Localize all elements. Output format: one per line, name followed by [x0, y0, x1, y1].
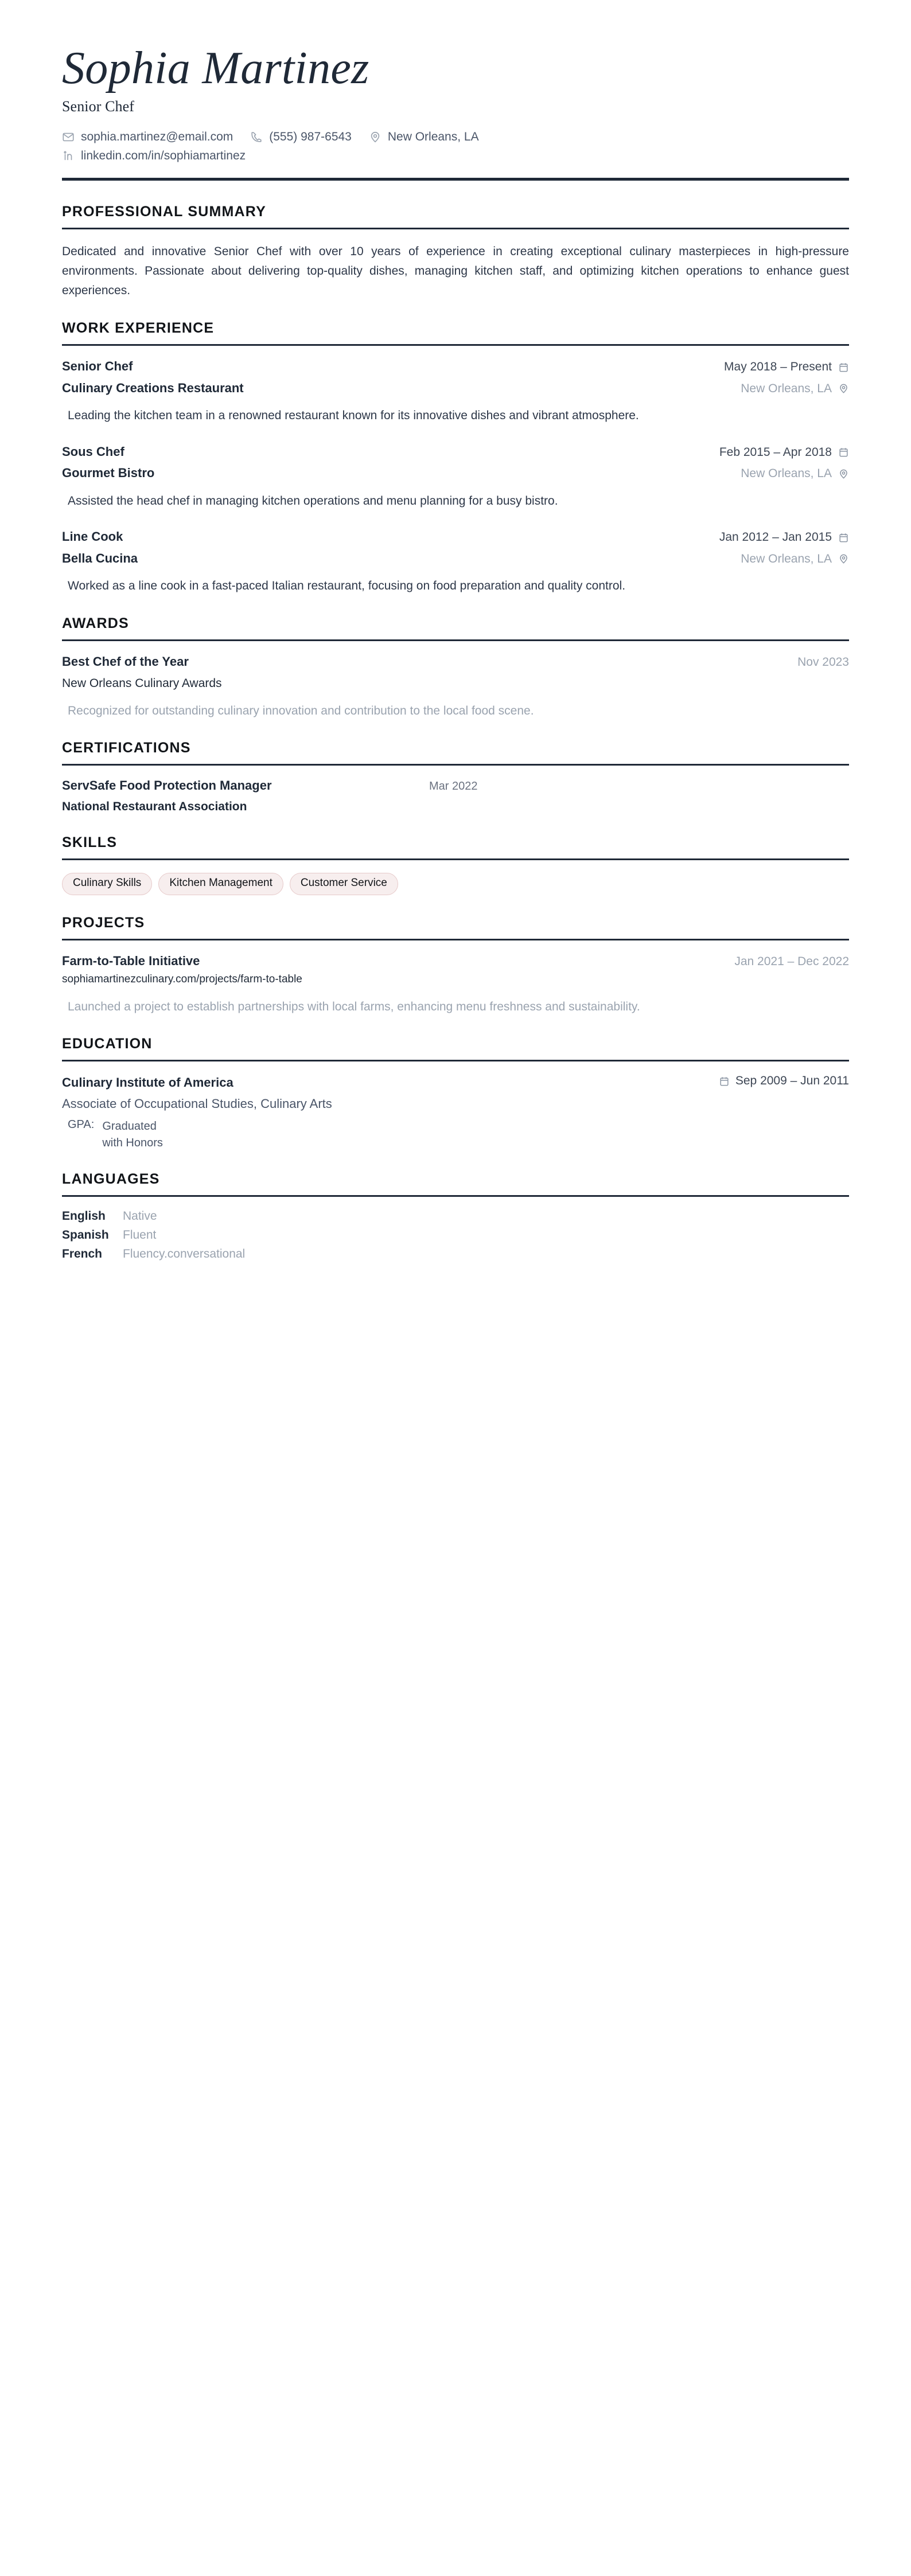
language-name: Spanish	[62, 1228, 109, 1242]
education-entry-header	[62, 1074, 849, 1090]
work-company: Bella Cucina	[62, 551, 138, 565]
project-description: Launched a project to establish partnerships with local farms, enhancing menu freshness and sustainability.	[68, 1000, 640, 1013]
work-description: Assisted the head chef in managing kitchen operations and menu planning for a busy bistro.	[68, 494, 558, 508]
header-divider	[62, 178, 849, 181]
calendar-icon	[838, 447, 849, 458]
section-divider	[62, 228, 849, 229]
section-divider	[62, 939, 849, 940]
section-title-certifications: CERTIFICATIONS	[62, 740, 191, 756]
section-title-summary: PROFESSIONAL SUMMARY	[62, 204, 266, 220]
certification-entry-header	[62, 778, 849, 793]
certification-entry	[62, 778, 849, 814]
section-projects	[62, 915, 849, 1017]
summary-text: Dedicated and innovative Senior Chef with over 10 years of experience in creating exceptional culinary masterpieces in high-pressure environments. Passionate about delivering top-quality dishes, managing kitchen staff, and optimizing kitchen operations to enhance guest experiences.	[62, 245, 849, 298]
project-name: Farm-to-Table Initiative	[62, 953, 200, 968]
location-pin-icon	[838, 469, 849, 479]
work-description: Leading the kitchen team in a renowned restaurant known for its innovative dishes and vibrant atmosphere.	[68, 409, 639, 423]
certification-issuer: National Restaurant Association	[62, 800, 247, 814]
work-dates	[719, 446, 849, 459]
project-entry	[62, 953, 849, 1017]
work-description: Worked as a line cook in a fast-paced Italian restaurant, focusing on food preparation and quality control.	[68, 579, 626, 593]
section-divider	[62, 1195, 849, 1197]
location-pin-icon	[369, 131, 381, 143]
work-entry	[62, 358, 849, 426]
certification-date: Mar 2022	[429, 780, 478, 793]
section-languages	[62, 1171, 849, 1261]
email-icon	[62, 131, 75, 143]
work-dates	[719, 530, 849, 544]
contact-row-primary	[62, 130, 849, 144]
contact-row-links	[62, 149, 849, 163]
certification-entry-subheader	[62, 799, 849, 814]
language-name: French	[62, 1247, 103, 1260]
work-dates-text: Jan 2012 – Jan 2015	[719, 530, 832, 544]
education-gpa	[68, 1118, 849, 1152]
resume-header	[62, 45, 849, 184]
section-divider	[62, 1060, 849, 1061]
contact-phone-text: (555) 987-6543	[269, 130, 352, 144]
section-education	[62, 1036, 849, 1151]
section-work-experience	[62, 320, 849, 596]
education-school: Culinary Institute of America	[62, 1075, 233, 1090]
skill-pill: Kitchen Management	[158, 873, 283, 895]
section-title-awards: AWARDS	[62, 615, 129, 632]
work-role: Sous Chef	[62, 444, 124, 459]
work-dates-text: May 2018 – Present	[724, 360, 832, 374]
work-location-text: New Orleans, LA	[741, 381, 832, 395]
section-title-projects: PROJECTS	[62, 914, 145, 931]
language-level: Native	[123, 1209, 157, 1223]
award-description: Recognized for outstanding culinary innovation and contribution to the local food scene.	[68, 704, 534, 717]
work-location	[741, 552, 849, 566]
language-row	[62, 1228, 849, 1242]
language-row	[62, 1247, 849, 1261]
calendar-icon	[838, 532, 849, 543]
contact-linkedin[interactable]	[62, 149, 246, 163]
page-title: Sophia Martinez	[62, 43, 369, 93]
section-professional-summary	[62, 204, 849, 300]
language-name: English	[62, 1209, 106, 1223]
work-entry	[62, 529, 849, 596]
project-entry-header	[62, 953, 849, 969]
section-divider	[62, 639, 849, 641]
section-title-languages: LANGUAGES	[62, 1170, 160, 1187]
section-skills	[62, 834, 849, 895]
work-company: Culinary Creations Restaurant	[62, 380, 244, 395]
section-title-skills: SKILLS	[62, 834, 118, 850]
section-title-education: EDUCATION	[62, 1036, 153, 1052]
skills-list	[62, 873, 849, 895]
work-location-text: New Orleans, LA	[741, 467, 832, 481]
section-awards	[62, 615, 849, 720]
skill-pill: Culinary Skills	[62, 873, 152, 895]
linkedin-icon	[62, 150, 75, 162]
contact-phone[interactable]	[250, 130, 352, 144]
education-dates-text: Sep 2009 – Jun 2011	[735, 1074, 849, 1088]
work-entry-subheader	[62, 380, 849, 396]
location-pin-icon	[838, 383, 849, 394]
work-entry	[62, 444, 849, 511]
calendar-icon	[719, 1076, 730, 1087]
work-location-text: New Orleans, LA	[741, 552, 832, 565]
contact-location-text: New Orleans, LA	[387, 130, 479, 144]
education-degree: Associate of Occupational Studies, Culinary Arts	[62, 1096, 332, 1111]
work-company: Gourmet Bistro	[62, 466, 155, 481]
work-dates-text: Feb 2015 – Apr 2018	[719, 445, 832, 459]
section-certifications	[62, 740, 849, 814]
work-location	[741, 382, 849, 396]
contact-linkedin-text: linkedin.com/in/sophiamartinez	[81, 149, 246, 163]
phone-icon	[250, 131, 263, 143]
location-pin-icon	[838, 553, 849, 564]
section-divider	[62, 764, 849, 766]
award-entry-header	[62, 654, 849, 670]
award-date-text: Nov 2023	[797, 655, 849, 669]
education-gpa-label: GPA:	[68, 1118, 95, 1131]
header-job-title: Senior Chef	[62, 98, 135, 115]
work-entry-subheader	[62, 465, 849, 481]
work-entry-header	[62, 529, 849, 545]
contact-email[interactable]	[62, 130, 233, 144]
contact-location	[369, 130, 479, 144]
award-name: Best Chef of the Year	[62, 654, 189, 669]
certification-name: ServSafe Food Protection Manager	[62, 778, 272, 793]
project-url[interactable]: sophiamartinezculinary.com/projects/farm-to-table	[62, 973, 302, 986]
section-divider	[62, 344, 849, 346]
work-dates	[724, 360, 849, 374]
contact-email-text: sophia.martinez@email.com	[81, 130, 233, 144]
language-level: Fluency.conversational	[123, 1247, 246, 1260]
section-title-work: WORK EXPERIENCE	[62, 320, 215, 337]
education-gpa-value: Graduated with Honors	[102, 1119, 163, 1149]
work-entry-header	[62, 358, 849, 374]
work-entry-subheader	[62, 551, 849, 567]
award-entry-subheader	[62, 676, 849, 691]
work-role: Line Cook	[62, 529, 123, 544]
award-entry	[62, 654, 849, 720]
award-issuer: New Orleans Culinary Awards	[62, 676, 222, 690]
work-location	[741, 467, 849, 481]
language-row	[62, 1209, 849, 1223]
section-divider	[62, 858, 849, 860]
award-date	[797, 655, 849, 669]
work-entry-header	[62, 444, 849, 460]
skill-pill: Customer Service	[290, 873, 398, 895]
project-dates	[734, 955, 849, 969]
work-role: Senior Chef	[62, 359, 133, 374]
calendar-icon	[838, 362, 849, 373]
project-dates-text: Jan 2021 – Dec 2022	[734, 954, 849, 968]
education-dates	[719, 1074, 849, 1088]
education-entry	[62, 1074, 849, 1151]
language-level: Fluent	[123, 1228, 157, 1242]
